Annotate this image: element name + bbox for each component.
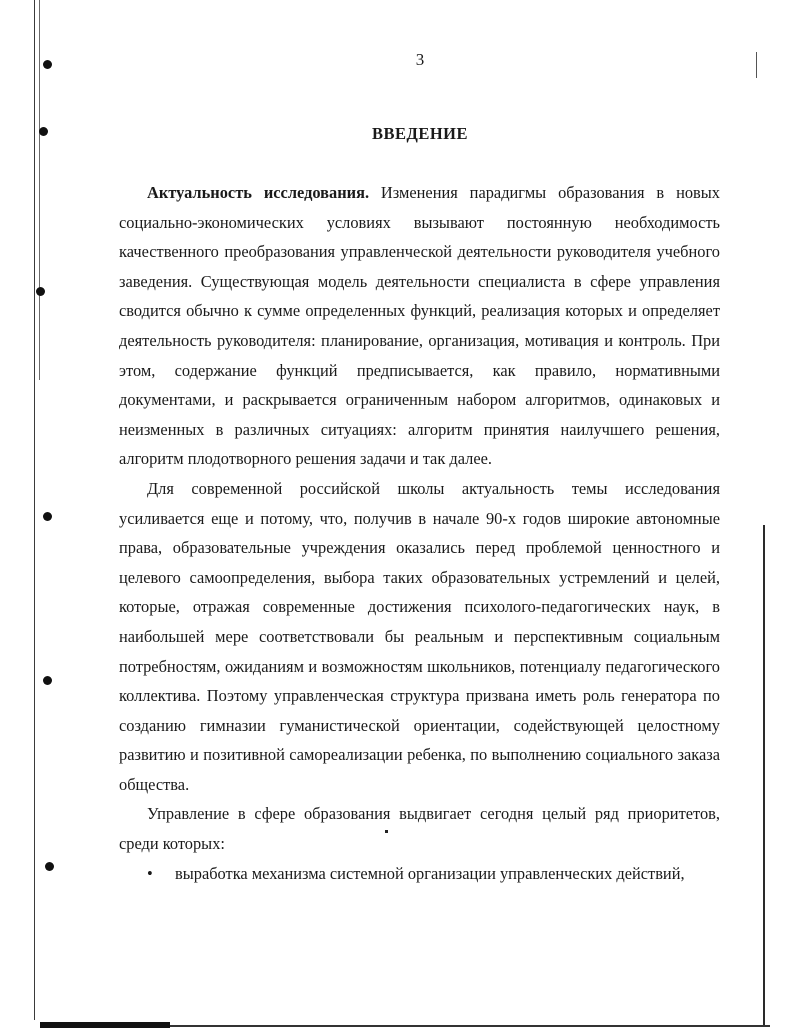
list-item-text: выработка механизма системной организации управленческих действий,	[175, 863, 685, 883]
binding-hole-mark	[36, 287, 45, 296]
list-item	[119, 859, 720, 889]
bullet-icon: •	[147, 863, 153, 883]
scan-edge-line	[763, 525, 765, 1025]
section-heading: ВВЕДЕНИЕ	[371, 124, 469, 143]
scan-edge-line	[34, 0, 35, 1020]
paragraph-text: Изменения парадигмы образования в новых социально-экономических условиях вызывают постоянную необходимость качественного преобразования управленческой деятельности руководителя учебного заведения. Существующая модель деятельности специалиста в сфере управления сводится обычно к сумме определенных функций, реализация которых и определяет деятельность руководителя: планирование, организация, мотивация и контроль. При этом, содержание функций предписывается, как правило, нормативными документами, и раскрывается ограниченным набором алгоритмов, одинаковых и неизменных в различных ситуациях: алгоритм принятия наилучшего решения, алгоритм плодотворного решения задачи и так далее.	[119, 183, 720, 469]
binding-hole-mark	[45, 862, 54, 871]
binding-hole-mark	[43, 676, 52, 685]
paragraph-lead: Актуальность исследования.	[147, 183, 370, 202]
page-number: 3	[415, 50, 425, 69]
scan-bottom-line	[170, 1025, 770, 1027]
scan-bottom-bar	[40, 1022, 170, 1028]
paragraph-priorities: Управление в сфере образования выдвигает сегодня целый ряд приоритетов, среди которых:	[119, 804, 720, 854]
body-text	[119, 178, 720, 888]
paragraph-school: Для современной российской школы актуальность темы исследования усиливается еще и потому, что, получив в начале 90-х годов широкие автономные права, образовательные учреждения оказались перед проблемой ценностного и целевого самоопределения, выбора таких образовательных устремлений и целей, которые, отражая современные достижения психолого-педагогических наук, в наибольшей мере соответствовали бы реальным и перспективным социальным потребностям, ожиданиям и возможностям школьников, потенциалу педагогического коллектива. Поэтому управленческая структура призвана иметь роль генератора по созданию гимназии гуманистической ориентации, содействующей целостному развитию и позитивной самореализации ребенка, по выполнению социального заказа общества.	[119, 478, 720, 794]
paragraph-relevance	[119, 178, 720, 474]
binding-hole-mark	[43, 512, 52, 521]
